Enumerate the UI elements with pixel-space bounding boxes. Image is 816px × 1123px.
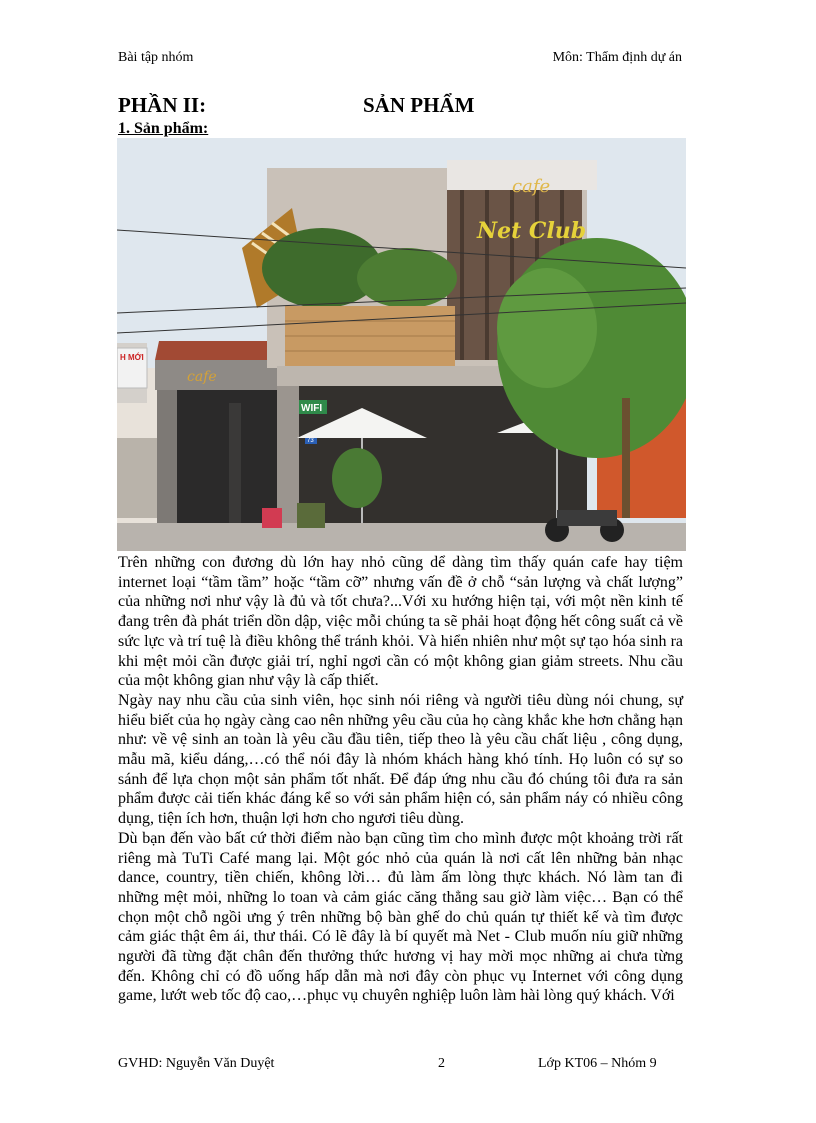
cafe-storefront-photo <box>117 138 686 551</box>
lower-cafe-sign: cafe <box>187 369 217 385</box>
page-header <box>118 50 682 70</box>
page-number: 2 <box>438 1056 445 1071</box>
paragraph-1: Trên những con đương dù lớn hay nhỏ cũng dể dàng tìm thấy quán cafe hay tiệm internet loại “tầm tầm” hoặc “tầm cỡ” nhưng vấn đề ở chỗ “sản lượng và chất lượng” của những nơi như vậy là đủ và tốt chưa?...Với xu hướng hiện tại, với một nền kinh tế đang trên đà phát triển dồn dập, việc mỗi chúng ta sẽ phải hoạt động hết công suất cả về sức lực và trí tuệ là điều không thể tránh khỏi. Và hiển nhiên như một sự tạo hóa sinh ra khi mệt mỏi cần được giải trí, nghỉ ngơi cần có một không gian giảm streets. Nhu cầu của một không gian như vậy là cấp thiết. <box>118 554 683 690</box>
section-heading: 1. Sản phẩm: <box>118 120 209 137</box>
footer-instructor: GVHD: Nguyễn Văn Duyệt <box>118 1056 275 1071</box>
top-cafe-sign: cafe <box>512 176 551 197</box>
header-right: Môn: Thẩm định dự án <box>552 50 682 65</box>
net-club-sign: Net Club <box>477 218 587 244</box>
house-number: 73 <box>307 438 314 444</box>
header-left: Bài tập nhóm <box>118 50 194 65</box>
paragraph-2: Ngày nay nhu cầu của sinh viên, học sinh nói riêng và người tiêu dùng nói chung, sự hiểu biết của họ ngày càng cao nên những yêu cầu của họ càng khắc khe hơn chẳng hạn như: về vệ sinh an toàn là yêu cầu đầu tiên, tiếp theo là yêu cầu chất liệu , công dụng, mẫu mã, kiểu dáng,…có thể nói đây là nhóm khách hàng khó tính. Họ luôn có sự so sánh để lựa chọn một sản phẩm tốt nhất. Để đáp ứng nhu cầu đó chúng tôi đưa ra sản phẩm được cải tiến khác đáng kể so với sản phẩm hiện có, sản phẩm náy có nhiều công dụng, tiện ích hơn, thuận lợi hơn cho ngươi tiêu dùng. <box>118 691 683 828</box>
part-heading: PHẦN II: <box>118 93 207 117</box>
wifi-sign: WIFI <box>301 403 323 414</box>
page-footer <box>118 1056 678 1076</box>
side-sign-text: H MỚI <box>120 353 144 362</box>
body-text <box>118 553 683 1006</box>
part-title: SẢN PHẨM <box>363 93 475 117</box>
paragraph-3: Dù bạn đến vào bất cứ thời điểm nào bạn cũng tìm cho mình được một khoảng trời rất riêng mà TuTi Café mang lại. Một góc nhỏ của quán là nơi cất lên những bản nhạc dance, country, tiền chiến, không lời… đủ làm ấm lòng thực khách. Nó làm tan đi những mệt mỏi, những lo toan và cảm giác căng thẳng sau giờ làm việc… Bạn có thể chọn một chỗ ngồi ưng ý trên những bộ bàn ghế do chủ quán tự thiết kế và tìm được cảm giác thật êm ái, thư thái. Có lẽ đây là bí quyết mà Net - Club muốn níu giữ những người đã từng đặt chân đến thưởng thức hương vị hay mời mọc những ai chưa từng đến. Không chỉ có đồ uống hấp dẫn mà nơi đây còn phục vụ Internet với công dụng game, lướt web tốc độ cao,…phục vụ chuyên nghiệp luôn làm hài lòng quý khách. Với <box>118 829 683 1005</box>
footer-class-group: Lớp KT06 – Nhóm 9 <box>538 1056 657 1071</box>
